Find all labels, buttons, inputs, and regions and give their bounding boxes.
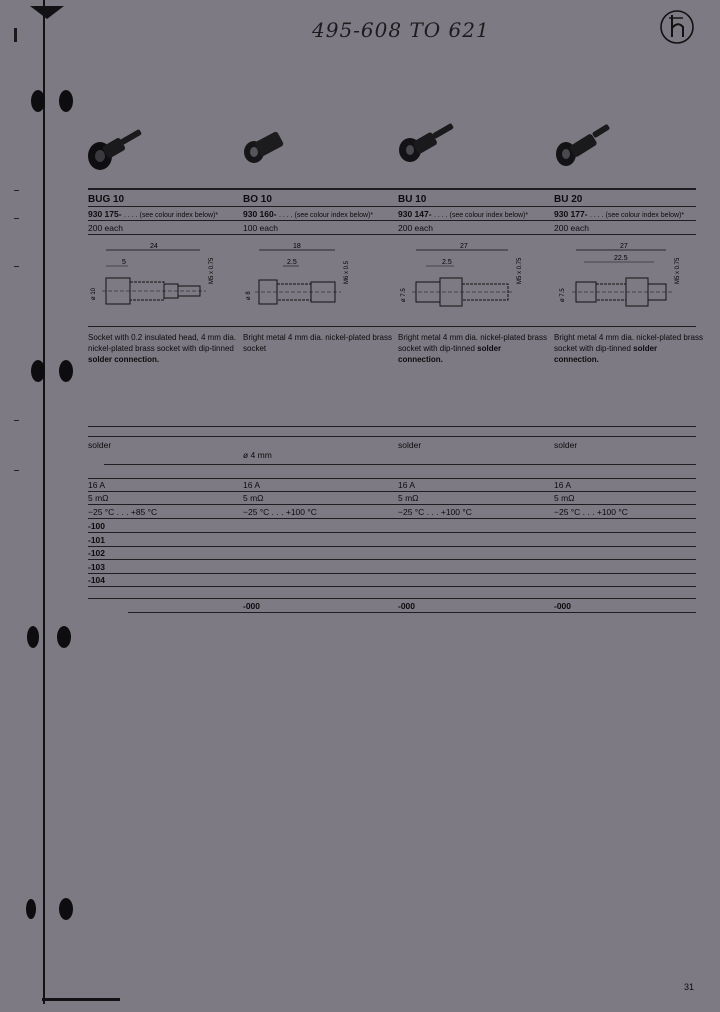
model-name: BU 20 xyxy=(554,194,583,205)
dimension-label: 18 xyxy=(293,243,301,250)
punch-hole xyxy=(24,624,76,650)
margin-tick xyxy=(14,470,19,471)
contact-resistance: 5 mΩ xyxy=(88,493,109,503)
product-description: Bright metal 4 mm dia. nickel-plated brass socket with dip-tinned solder connection. xyxy=(398,333,547,364)
colour-code: -100 xyxy=(88,521,106,531)
product-photo-bo10 xyxy=(240,126,288,166)
temperature-range: −25 °C . . . +100 °C xyxy=(398,507,472,517)
dimension-label: ø 7.5 xyxy=(401,288,407,302)
page-number: 31 xyxy=(684,982,695,992)
row-rule xyxy=(88,532,696,533)
rated-current: 16 A xyxy=(243,480,261,490)
dimension-drawing-bo10 xyxy=(243,238,383,318)
dimension-label: 2.5 xyxy=(442,259,452,266)
temperature-range: −25 °C . . . +100 °C xyxy=(554,507,628,517)
row-rule xyxy=(88,234,696,235)
row-rule xyxy=(88,546,696,547)
manufacturer-logo xyxy=(658,8,696,46)
dimension-label: ø 7.5 xyxy=(560,288,566,302)
row-rule xyxy=(88,478,696,479)
row-rule xyxy=(88,559,696,560)
bright-code: -000 xyxy=(243,601,261,611)
dimension-drawing-bu20 xyxy=(554,238,696,318)
dimension-label: 5 xyxy=(122,259,126,266)
dimension-label: 2.5 xyxy=(287,259,297,266)
connection-type: solder xyxy=(398,440,422,450)
model-name: BO 10 xyxy=(243,194,272,205)
binder-spine xyxy=(43,0,45,1004)
handwritten-reference: 495-608 TO 621 xyxy=(312,18,490,42)
row-rule xyxy=(88,326,696,327)
bright-code: -000 xyxy=(398,601,416,611)
spine-foot xyxy=(42,998,120,1001)
rated-current: 16 A xyxy=(88,480,106,490)
product-description: Bright metal 4 mm dia. nickel-plated brass socket with dip-tinned solder connection. xyxy=(554,333,703,364)
dimension-label: ø 10 xyxy=(91,287,97,300)
colour-code: -103 xyxy=(88,562,106,572)
temperature-range: −25 °C . . . +100 °C xyxy=(243,507,317,517)
dimension-label: M5 x 0.75 xyxy=(209,257,215,284)
dimension-label: 24 xyxy=(150,243,158,250)
row-rule xyxy=(88,426,696,427)
pack-quantity: 100 each xyxy=(243,223,278,233)
spine-corner xyxy=(30,6,64,20)
pack-quantity: 200 each xyxy=(554,223,589,233)
dimension-label: M5 x 0.75 xyxy=(675,257,681,284)
row-rule xyxy=(88,598,696,599)
colour-code: -101 xyxy=(88,535,106,545)
row-rule xyxy=(88,504,696,505)
dimension-label: 27 xyxy=(620,243,628,250)
row-rule xyxy=(104,464,696,465)
order-code: 930 177- . . . . (see colour index below)* xyxy=(554,209,685,219)
temperature-range: −25 °C . . . +85 °C xyxy=(88,507,158,517)
punch-hole xyxy=(28,358,78,384)
colour-code: -102 xyxy=(88,548,106,558)
margin-tick xyxy=(14,420,19,421)
dimension-drawing-bu10 xyxy=(398,238,538,318)
connection-type: ø 4 mm xyxy=(243,450,272,460)
contact-resistance: 5 mΩ xyxy=(243,493,264,503)
punch-hole xyxy=(28,88,78,114)
row-rule xyxy=(88,491,696,492)
punch-hole xyxy=(22,896,78,922)
contact-resistance: 5 mΩ xyxy=(398,493,419,503)
product-description: Bright metal 4 mm dia. nickel-plated brass socket xyxy=(243,333,392,353)
row-rule xyxy=(88,206,696,207)
dimension-label: 22.5 xyxy=(614,255,628,262)
rated-current: 16 A xyxy=(554,480,572,490)
row-rule xyxy=(88,586,696,587)
dimension-label: 27 xyxy=(460,243,468,250)
dimension-label: M6 x 0.5 xyxy=(344,260,350,284)
margin-tick xyxy=(14,266,19,267)
dimension-label: M5 x 0.75 xyxy=(517,257,523,284)
margin-tick xyxy=(14,190,19,191)
order-code: 930 175- . . . . (see colour index below)* xyxy=(88,209,219,219)
pack-quantity: 200 each xyxy=(398,223,433,233)
margin-tick xyxy=(14,218,19,219)
row-rule xyxy=(88,220,696,221)
product-description: Socket with 0.2 insulated head, 4 mm dia. nickel-plated brass socket with dip-tinned solder connection. xyxy=(88,333,237,364)
contact-resistance: 5 mΩ xyxy=(554,493,575,503)
pack-quantity: 200 each xyxy=(88,223,123,233)
dimension-label: ø 8 xyxy=(246,291,252,300)
model-name: BU 10 xyxy=(398,194,427,205)
connection-type: solder xyxy=(554,440,578,450)
connection-type: solder xyxy=(88,440,112,450)
rated-current: 16 A xyxy=(398,480,416,490)
margin-mark xyxy=(14,28,17,42)
product-photo-bu10 xyxy=(396,120,458,168)
product-photo-bug10 xyxy=(84,124,146,174)
table-bottom-rule xyxy=(128,612,696,613)
order-code: 930 147- . . . . (see colour index below)* xyxy=(398,209,529,219)
order-code: 930 160- . . . . (see colour index below)* xyxy=(243,209,374,219)
row-rule xyxy=(88,518,696,519)
colour-code: -104 xyxy=(88,575,106,585)
bright-code: -000 xyxy=(554,601,572,611)
dimension-drawing-bug10 xyxy=(88,238,228,318)
model-name: BUG 10 xyxy=(88,194,125,205)
row-rule xyxy=(88,436,696,437)
row-rule xyxy=(88,573,696,574)
table-top-rule xyxy=(88,188,696,190)
product-photo-bu20 xyxy=(552,122,614,170)
